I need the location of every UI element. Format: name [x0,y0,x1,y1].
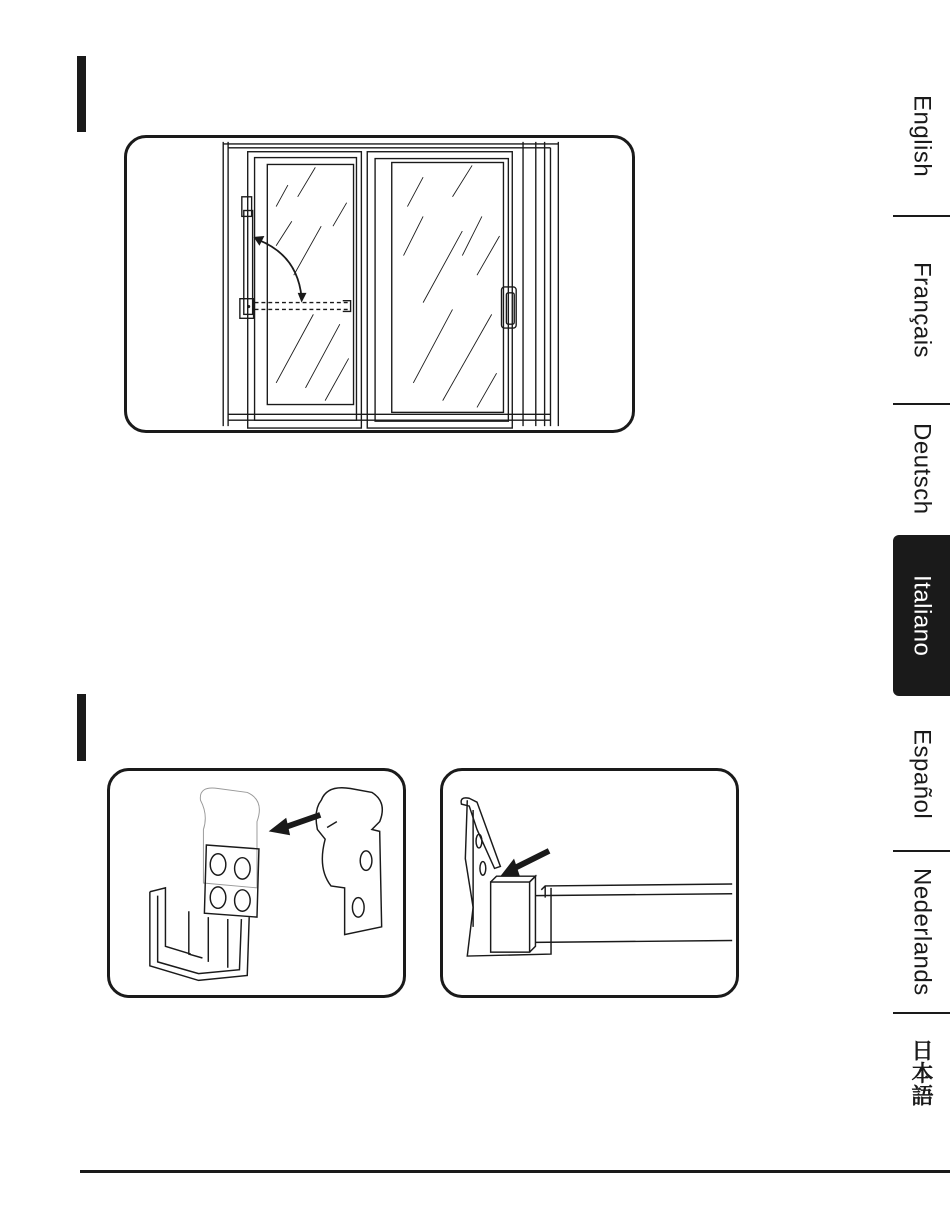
tab-francais-label: Français [908,261,936,359]
bracket-bar-insert-illustration [440,768,739,998]
sliding-window-bar-illustration [124,135,635,433]
tab-italiano-label: Italiano [908,574,936,657]
section-marker-bottom [77,694,86,761]
window-drawing [127,138,632,430]
tab-japanese[interactable] [893,1014,950,1132]
tab-deutsch[interactable] [893,405,950,533]
tab-english-label: English [908,95,936,178]
tab-espanol[interactable] [893,698,950,850]
footer-rule [80,1170,950,1173]
tab-francais[interactable] [893,217,950,403]
bar-insert-drawing [443,771,736,995]
mounting-bracket-clip-illustration [107,768,406,998]
tab-nederlands-label: Nederlands [908,868,936,996]
bracket-drawing [110,771,403,995]
tab-english[interactable] [893,58,950,215]
tab-nederlands[interactable] [893,852,950,1012]
tab-italiano[interactable] [893,535,950,696]
tab-japanese-label: 日本語 [909,1039,934,1107]
tab-deutsch-label: Deutsch [908,423,936,515]
section-marker-top [77,56,86,132]
tab-espanol-label: Español [908,728,936,820]
